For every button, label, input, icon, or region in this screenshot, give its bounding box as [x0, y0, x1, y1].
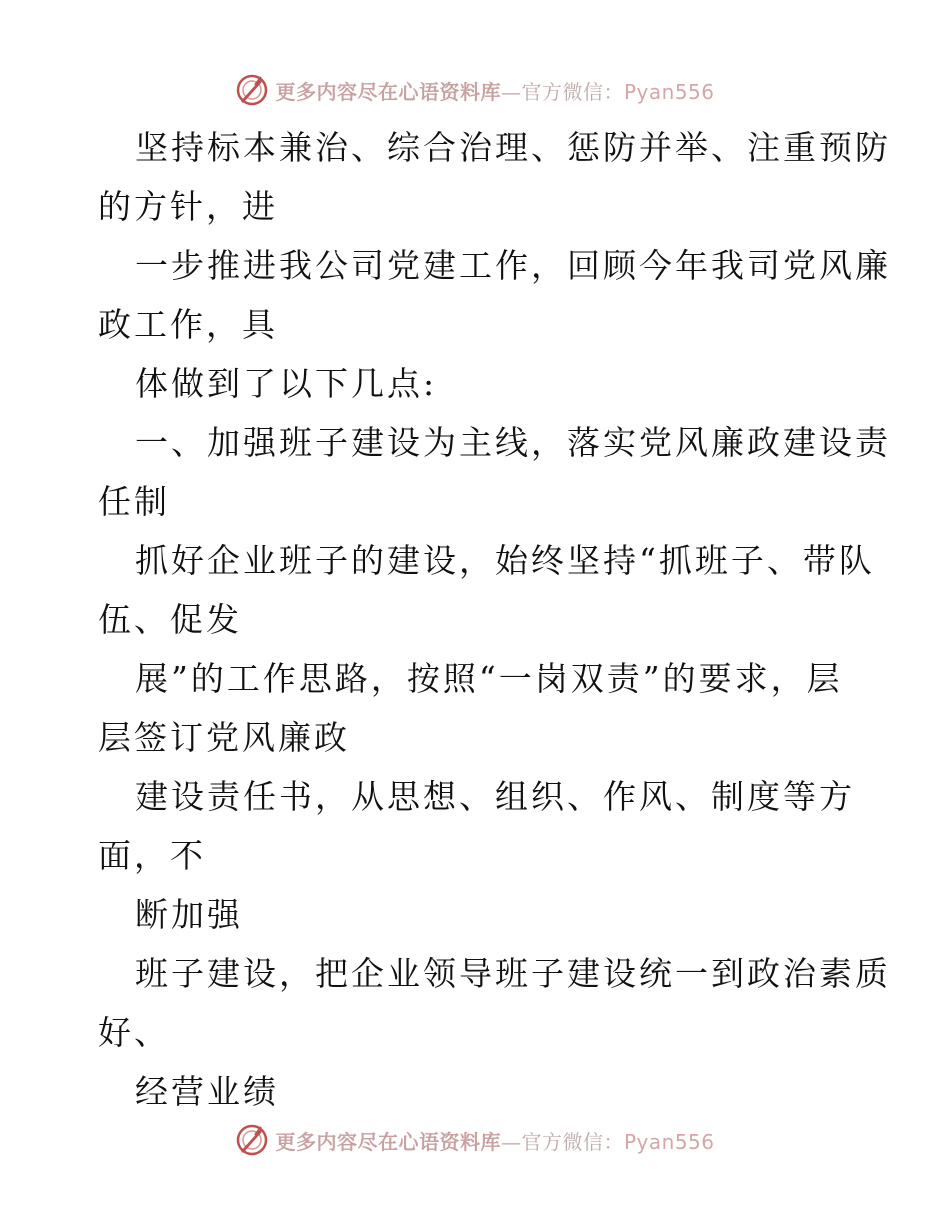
quill-seal-icon	[235, 1123, 269, 1157]
watermark-dash: —	[500, 1129, 522, 1154]
document-body	[98, 118, 891, 1121]
watermark-dash: —	[500, 79, 522, 104]
watermark-official-label: 官方微信：	[521, 1129, 624, 1154]
text-line: 抓好企业班子的建设，始终坚持“抓班子、带队	[135, 541, 875, 580]
text-line: 面，不	[98, 836, 206, 875]
text-line: 断加强	[135, 895, 243, 934]
text-line: 体做到了以下几点:	[135, 364, 438, 403]
watermark-footer	[0, 1120, 950, 1160]
text-line: 任制	[98, 482, 170, 521]
text-line: 展”的工作思路，按照“一岗双责”的要求，层	[135, 659, 843, 698]
watermark-official-label: 官方微信：	[521, 79, 624, 104]
text-line: 好、	[98, 1013, 170, 1052]
text-line: 建设责任书，从思想、组织、作风、制度等方	[135, 777, 855, 816]
text-line: 一步推进我公司党建工作，回顾今年我司党风廉	[135, 246, 891, 285]
watermark-brand: 更多内容尽在心语资料库	[275, 79, 501, 104]
watermark-wechat-id: Pyan556	[623, 1129, 715, 1154]
text-line: 政工作，具	[98, 305, 278, 344]
text-line: 坚持标本兼治、综合治理、惩防并举、注重预防	[135, 128, 891, 167]
text-line: 经营业绩	[135, 1072, 279, 1111]
text-line: 层签订党风廉政	[98, 718, 350, 757]
text-line: 一、加强班子建设为主线，落实党风廉政建设责	[135, 423, 891, 462]
text-line: 班子建设，把企业领导班子建设统一到政治素质	[135, 954, 891, 993]
text-line: 伍、促发	[98, 600, 242, 639]
text-line: 的方针，进	[98, 187, 278, 226]
quill-seal-icon	[235, 73, 269, 107]
watermark-brand: 更多内容尽在心语资料库	[275, 1129, 501, 1154]
watermark-wechat-id: Pyan556	[623, 79, 715, 104]
watermark-header	[0, 70, 950, 110]
